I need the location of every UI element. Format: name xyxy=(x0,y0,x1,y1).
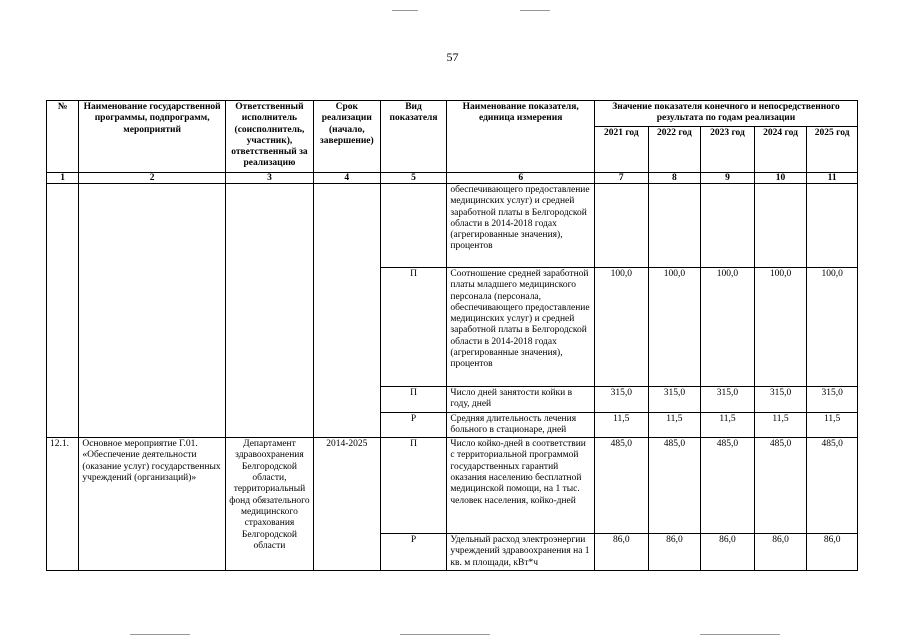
indicators-table xyxy=(46,100,858,571)
value-cell xyxy=(701,184,755,268)
indicator-type: П xyxy=(380,438,447,534)
column-number: 6 xyxy=(447,173,595,184)
value-cell: 100,0 xyxy=(754,268,807,387)
indicator-type: Р xyxy=(380,412,447,438)
header-name: Наименование государственной программы, подпрограмм, мероприятий xyxy=(79,101,226,173)
header-year: 2022 год xyxy=(648,127,701,173)
blank-cell xyxy=(225,184,313,438)
header-year: 2025 год xyxy=(807,127,858,173)
scan-edge-mark xyxy=(130,634,190,635)
value-cell: 100,0 xyxy=(595,268,649,387)
blank-cell xyxy=(313,184,380,438)
column-number: 2 xyxy=(79,173,226,184)
column-number: 9 xyxy=(701,173,755,184)
header-values-group: Значение показателя конечного и непосредственного результата по годам реализации xyxy=(595,101,858,127)
indicator-name: обеспечивающего предоставление медицинских услуг) и средней заработной платы в Белгородской области в 2014-2018 годах (агрегированные значения), процентов xyxy=(447,184,595,268)
event-term: 2014-2025 xyxy=(313,438,380,571)
scan-edge-mark xyxy=(400,634,490,635)
indicator-name: Удельный расход электроэнергии учреждений здравоохранения на 1 кв. м площади, кВт*ч xyxy=(447,534,595,571)
event-responsible: Департамент здравоохранения Белгородской области, территориальный фонд обязательного медицинского страхования Белгородской области xyxy=(225,438,313,571)
value-cell: 100,0 xyxy=(648,268,701,387)
value-cell: 11,5 xyxy=(754,412,807,438)
value-cell: 86,0 xyxy=(807,534,858,571)
indicator-name: Число койко-дней в соответствии с территориальной программой государственных гарантий оказания населению бесплатной медицинской помощи, на 1 тыс. человек населения, койко-дней xyxy=(447,438,595,534)
value-cell: 11,5 xyxy=(807,412,858,438)
blank-cell xyxy=(47,184,79,438)
value-cell: 485,0 xyxy=(595,438,649,534)
value-cell: 485,0 xyxy=(807,438,858,534)
event-number: 12.1. xyxy=(47,438,79,571)
value-cell: 11,5 xyxy=(701,412,755,438)
value-cell xyxy=(648,184,701,268)
scan-edge-mark xyxy=(700,634,780,635)
indicator-type xyxy=(380,184,447,268)
header-year: 2021 год xyxy=(595,127,649,173)
value-cell: 11,5 xyxy=(595,412,649,438)
value-cell: 100,0 xyxy=(701,268,755,387)
header-num: № xyxy=(47,101,79,173)
scan-edge-mark xyxy=(392,10,418,11)
value-cell: 100,0 xyxy=(807,268,858,387)
value-cell: 315,0 xyxy=(754,387,807,413)
header-year: 2023 год xyxy=(701,127,755,173)
value-cell: 315,0 xyxy=(701,387,755,413)
column-number: 3 xyxy=(225,173,313,184)
indicator-type: П xyxy=(380,387,447,413)
header-type: Вид показателя xyxy=(380,101,447,173)
indicator-name: Соотношение средней заработной платы младшего медицинского персонала (персонала, обеспечивающего предоставление медицинских услуг) и средней заработной платы в Белгородской области в 2014-2018 годах (агрегированные значения), процентов xyxy=(447,268,595,387)
header-indicator: Наименование показателя, единица измерения xyxy=(447,101,595,173)
value-cell: 485,0 xyxy=(754,438,807,534)
header-year: 2024 год xyxy=(754,127,807,173)
column-number: 11 xyxy=(807,173,858,184)
column-number: 7 xyxy=(595,173,649,184)
column-number: 5 xyxy=(380,173,447,184)
indicator-name: Число дней занятости койки в году, дней xyxy=(447,387,595,413)
blank-cell xyxy=(79,184,226,438)
value-cell: 86,0 xyxy=(648,534,701,571)
event-name: Основное мероприятие Г.01. «Обеспечение деятельности (оказание услуг) государственных учреждений (организаций)» xyxy=(79,438,226,571)
value-cell: 485,0 xyxy=(701,438,755,534)
value-cell xyxy=(754,184,807,268)
column-number: 1 xyxy=(47,173,79,184)
value-cell xyxy=(807,184,858,268)
value-cell: 86,0 xyxy=(595,534,649,571)
scan-edge-mark xyxy=(520,10,550,11)
indicator-type: Р xyxy=(380,534,447,571)
column-number: 4 xyxy=(313,173,380,184)
table-row xyxy=(47,438,858,534)
page-number: 57 xyxy=(446,50,459,64)
indicator-name: Средняя длительность лечения больного в стационаре, дней xyxy=(447,412,595,438)
value-cell: 86,0 xyxy=(701,534,755,571)
value-cell: 485,0 xyxy=(648,438,701,534)
value-cell: 315,0 xyxy=(807,387,858,413)
column-number: 10 xyxy=(754,173,807,184)
indicator-type: П xyxy=(380,268,447,387)
header-responsible: Ответственный исполнитель (соисполнитель, участник), ответственный за реализацию xyxy=(225,101,313,173)
value-cell: 11,5 xyxy=(648,412,701,438)
value-cell: 315,0 xyxy=(595,387,649,413)
value-cell: 315,0 xyxy=(648,387,701,413)
value-cell: 86,0 xyxy=(754,534,807,571)
column-number: 8 xyxy=(648,173,701,184)
table-row xyxy=(47,184,858,268)
value-cell xyxy=(595,184,649,268)
header-term: Срок реализации (начало, завершение) xyxy=(313,101,380,173)
